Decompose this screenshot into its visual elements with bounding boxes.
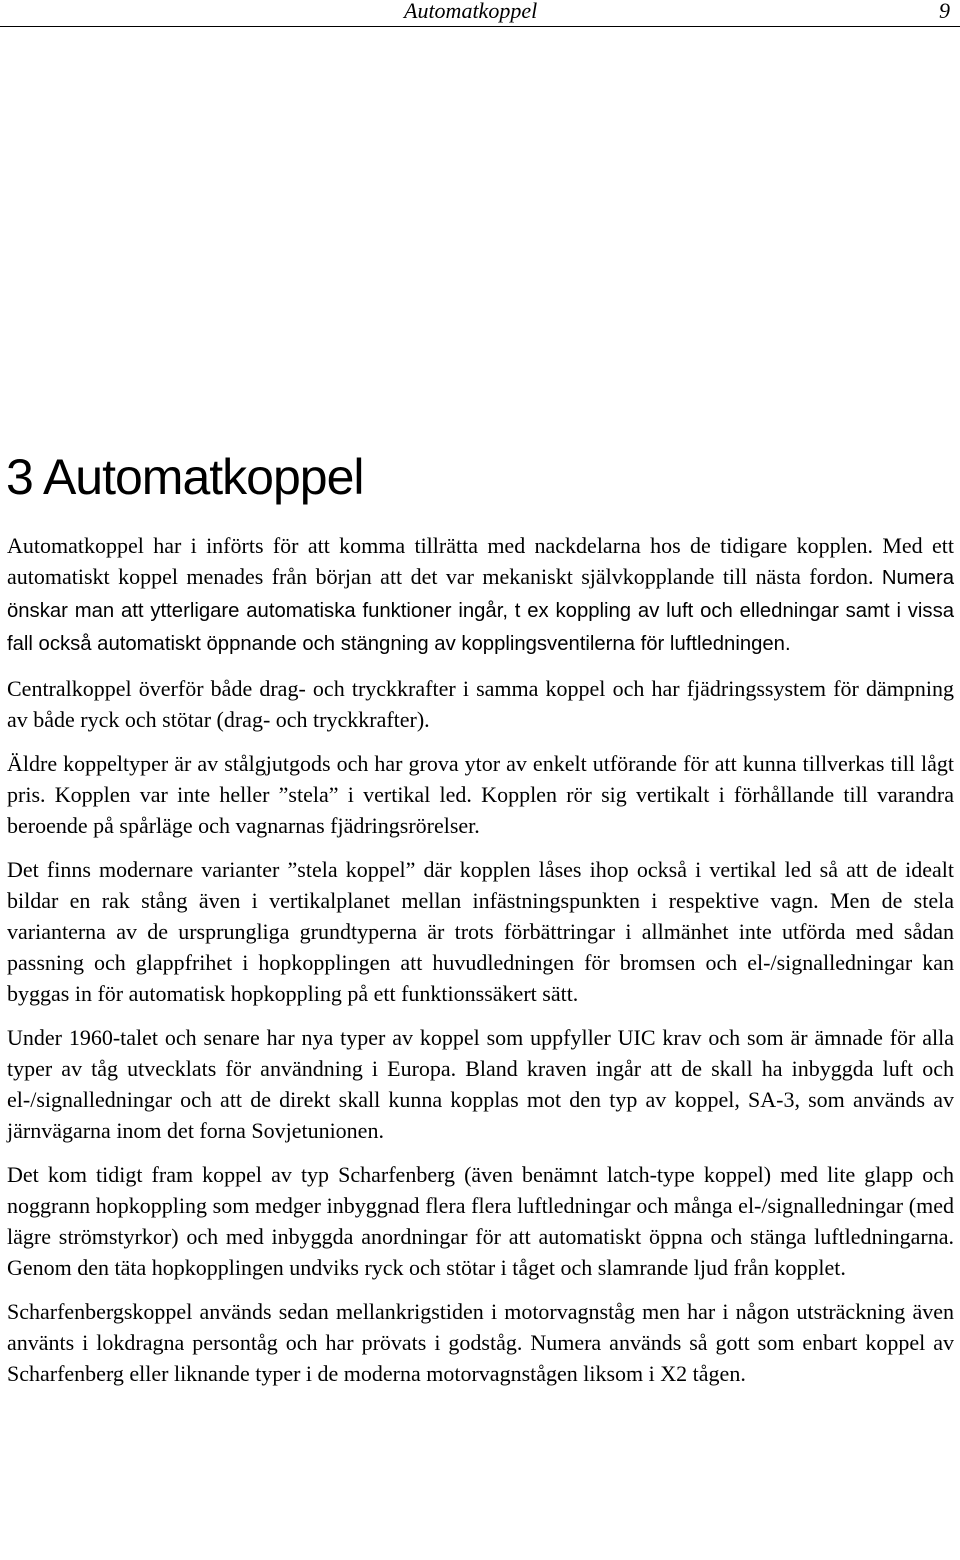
paragraph-1-sans-text: Numera önskar man att ytterligare automatiska funktioner ingår, t ex koppling av luft och elledningar samt i vissa fall också automatiskt öppnande och stängning av kopplingsventilerna för luftledningen. — [7, 567, 954, 655]
running-title: Automatkoppel — [404, 0, 538, 23]
paragraph-1 — [7, 530, 954, 660]
paragraph-5: Under 1960-talet och senare har nya typer av koppel som uppfyller UIC krav och som är ämnade för alla typer av tåg utvecklats för användning i Europa. Bland kraven ingår att de skall ha inbyggda luft och el-/signalledningar och att de direkt skall kunna kopplas mot den typ av koppel, SA-3, som används av järnvägarna inom det forna Sovjetunionen. — [7, 1025, 954, 1143]
body-text — [7, 530, 954, 1389]
paragraph-7: Scharfenbergskoppel används sedan mellankrigstiden i motorvagnståg men har i någon utsträckning även använts i lokdragna persontåg och har prövats i godståg. Numera används så gott som enbart koppel av Scharfenberg eller liknande typer i de moderna motorvagnstågen liksom i X2 tågen. — [7, 1299, 954, 1386]
page-header — [0, 0, 960, 27]
paragraph-1-serif-text: Automatkoppel har i införts för att komma tillrätta med nackdelarna hos de tidigare kopplen. Med ett automatiskt koppel menades från början att det var mekaniskt självkopplande till nästa fordon. — [7, 533, 954, 589]
paragraph-6: Det kom tidigt fram koppel av typ Scharfenberg (även benämnt latch-type koppel) med lite glapp och noggrann hopkoppling som medger inbyggnad flera flera luftledningar och många el-/signalledningar (med lägre strömstyrkor) och med inbyggda anordningar för att automatiskt öppna och stänga luftledningarna. Genom den täta hopkopplingen undviks ryck och stötar i tåget och slamrande ljud från kopplet. — [7, 1162, 954, 1280]
page-number: 9 — [939, 0, 950, 23]
paragraph-2: Centralkoppel överför både drag- och tryckkrafter i samma koppel och har fjädringssystem för dämpning av både ryck och stötar (drag- och tryckkrafter). — [7, 676, 954, 732]
paragraph-3: Äldre koppeltyper är av stålgjutgods och har grova ytor av enkelt utförande för att kunna tillverkas till lågt pris. Kopplen var inte heller ”stela” i vertikal led. Kopplen rör sig vertikalt i förhållande till varandra beroende på spårläge och vagnarnas fjädringsrörelser. — [7, 751, 954, 838]
paragraph-4: Det finns modernare varianter ”stela koppel” där kopplen låses ihop också i vertikal led så att de idealt bildar en rak stång även i vertikalplanet mellan infästningspunkten i respektive vagn. Men de stela varianterna av de ursprungliga grundtyperna är trots förbättringar i allmänhet inte utförda med sådan passning och glappfrihet i hopkopplingen att huvudledningen för bromsen och el-/signalledningar kan byggas in för automatisk hopkoppling på ett funktionssäkert sätt. — [7, 857, 954, 1006]
chapter-title: 3 Automatkoppel — [6, 449, 364, 505]
